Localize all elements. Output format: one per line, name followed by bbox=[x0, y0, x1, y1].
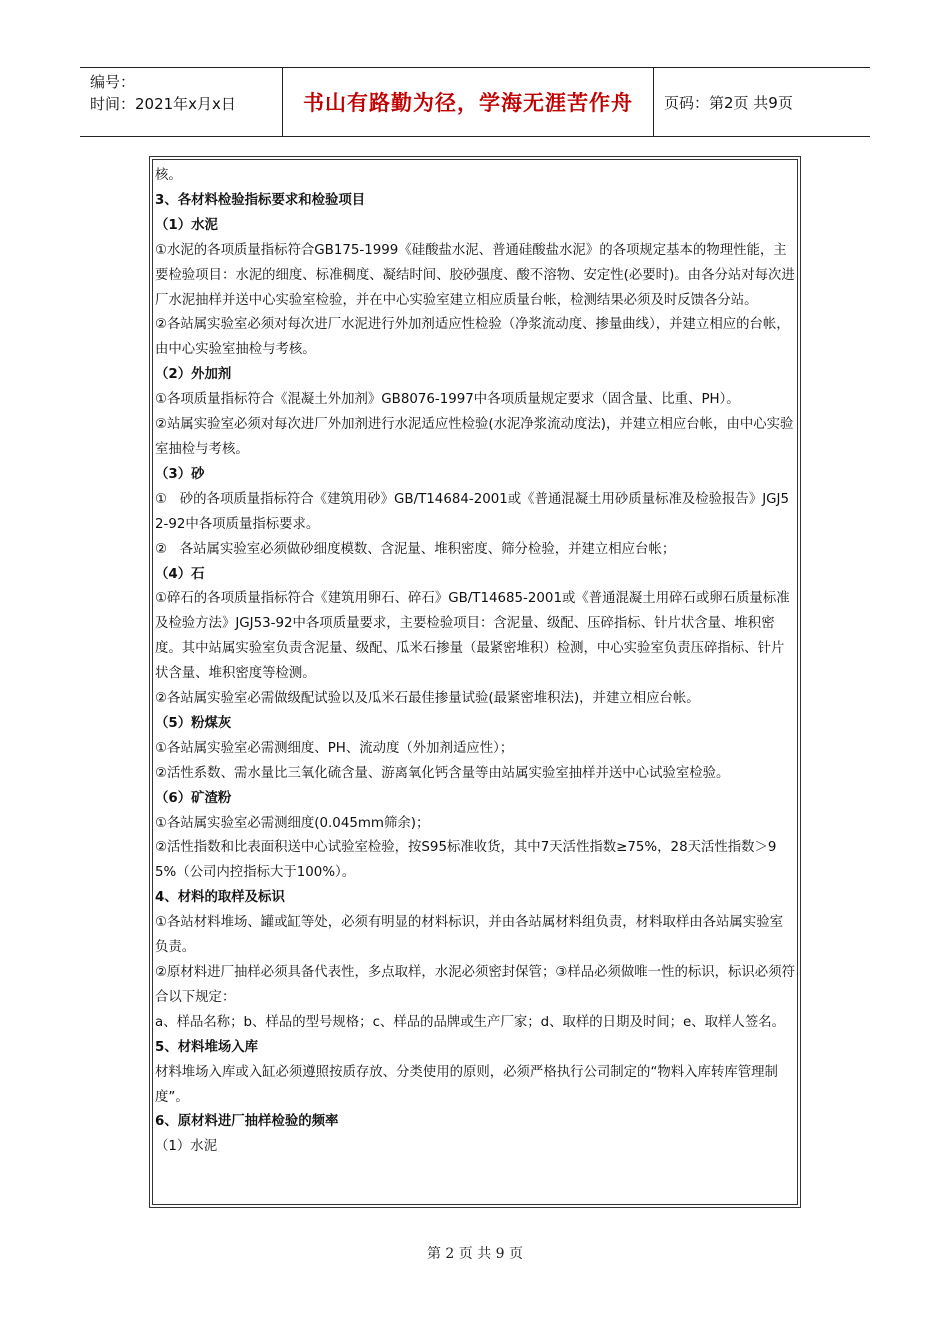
paragraph: ②活性指数和比表面积送中心试验室检验，按S95标准收货，其中7天活性指数≥75%，28天活性指数＞95%（公司内控指标大于100%）。 bbox=[155, 840, 777, 881]
paragraph: ②各站属实验室必须对每次进厂水泥进行外加剂适应性检验（净浆流动度、掺量曲线），并建立相应的台帐，由中心实验室抽检与考核。 bbox=[155, 317, 790, 358]
paragraph: a、样品名称；b、样品的型号规格；c、样品的品牌或生产厂家；d、取样的日期及时间；e、取样人签名。 bbox=[155, 1014, 785, 1030]
paragraph: ①各站属实验室必需测细度、PH、流动度（外加剂适应性）； bbox=[155, 740, 514, 756]
paragraph: ②站属实验室必须对每次进厂外加剂进行水泥适应性检验(水泥净浆流动度法)，并建立相应台帐，由中心实验室抽检与考核。 bbox=[155, 417, 794, 457]
time-label: 时间：2021年x月x日 bbox=[90, 95, 236, 113]
paragraph: 材料堆场入库或入缸必须遵照按质存放、分类使用的原则，必须严格执行公司制定的“物料入库转库管理制度”。 bbox=[155, 1064, 778, 1105]
number-label: 编号： bbox=[90, 73, 136, 91]
paragraph: ②各站属实验室必需做级配试验以及瓜米石最佳掺量试验(最紧密堆积法)，并建立相应台帐。 bbox=[155, 691, 700, 707]
section-heading: 6、原材料进厂抽样检验的频率 bbox=[155, 1114, 339, 1130]
section-heading: （3）砂 bbox=[155, 466, 205, 482]
paragraph: ①各站属实验室必需测细度(0.045mm筛余)； bbox=[155, 815, 430, 831]
section-heading: 3、各材料检验指标要求和检验项目 bbox=[155, 192, 366, 208]
paragraph: ②原材料进厂抽样必须具备代表性，多点取样，水泥必须密封保管；③样品必须做唯一性的标识，标识必须符合以下规定： bbox=[155, 965, 795, 1005]
paragraph: ①水泥的各项质量指标符合GB175-1999《硅酸盐水泥、普通硅酸盐水泥》的各项规定基本的物理性能，主要检验项目：水泥的细度、标准稠度、凝结时间、胶砂强度、酸不溶物、安定性(必要时)。由各分站对每次进厂水泥抽样并送中心实验室检验，并在中心实验室建立相应质量台帐，检测结果必须及时反馈各分站。 bbox=[155, 242, 795, 308]
section-heading: （2）外加剂 bbox=[155, 367, 232, 383]
header-page-label: 页码：第2页 共9页 bbox=[664, 93, 793, 112]
paragraph: ①各站材料堆场、罐或缸等处，必须有明显的材料标识，并由各站属材料组负责，材料取样由各站属实验室负责。 bbox=[155, 915, 783, 956]
header-motto: 书山有路勤为径，学海无涯苦作舟 bbox=[282, 68, 654, 136]
paragraph: ① 砂的各项质量指标符合《建筑用砂》GB/T14684-2001或《普通混凝土用砂质量标准及检验报告》JGJ52-92中各项质量指标要求。 bbox=[155, 491, 789, 532]
section-heading: （4）石 bbox=[155, 566, 205, 582]
page-header bbox=[80, 67, 870, 137]
section-heading: 4、材料的取样及标识 bbox=[155, 890, 285, 906]
paragraph: ①碎石的各项质量指标符合《建筑用卵石、碎石》GB/T14685-2001或《普通混凝土用碎石或卵石质量标准及检验方法》JGJ53-92中各项质量要求，主要检验项目：含泥量、级配、压碎指标、针片状含量、堆积密度。其中站属实验室负责含泥量、级配、瓜米石掺量（最紧密堆积）检测，中心实验室负责压碎指标、针片状含量、堆积密度等检测。 bbox=[155, 591, 790, 682]
section-heading: （5）粉煤灰 bbox=[155, 715, 232, 731]
paragraph: 核。 bbox=[155, 168, 182, 183]
paragraph: ②活性系数、需水量比三氧化硫含量、游离氧化钙含量等由站属实验室抽样并送中心试验室检验。 bbox=[155, 765, 730, 781]
section-heading: （1）水泥 bbox=[155, 217, 218, 233]
content-frame bbox=[149, 156, 801, 1208]
section-heading: （6）矿渣粉 bbox=[155, 790, 232, 806]
section-heading: 5、材料堆场入库 bbox=[155, 1039, 259, 1055]
paragraph: （1）水泥 bbox=[155, 1139, 218, 1155]
paragraph: ② 各站属实验室必须做砂细度模数、含泥量、堆积密度、筛分检验，并建立相应台帐； bbox=[155, 541, 676, 557]
page-footer: 第 2 页 共 9 页 bbox=[426, 1246, 524, 1262]
content-body bbox=[152, 159, 798, 1205]
paragraph: ①各项质量指标符合《混凝土外加剂》GB8076-1997中各项质量规定要求（固含量、比重、PH）。 bbox=[155, 392, 740, 408]
header-meta bbox=[80, 68, 282, 136]
